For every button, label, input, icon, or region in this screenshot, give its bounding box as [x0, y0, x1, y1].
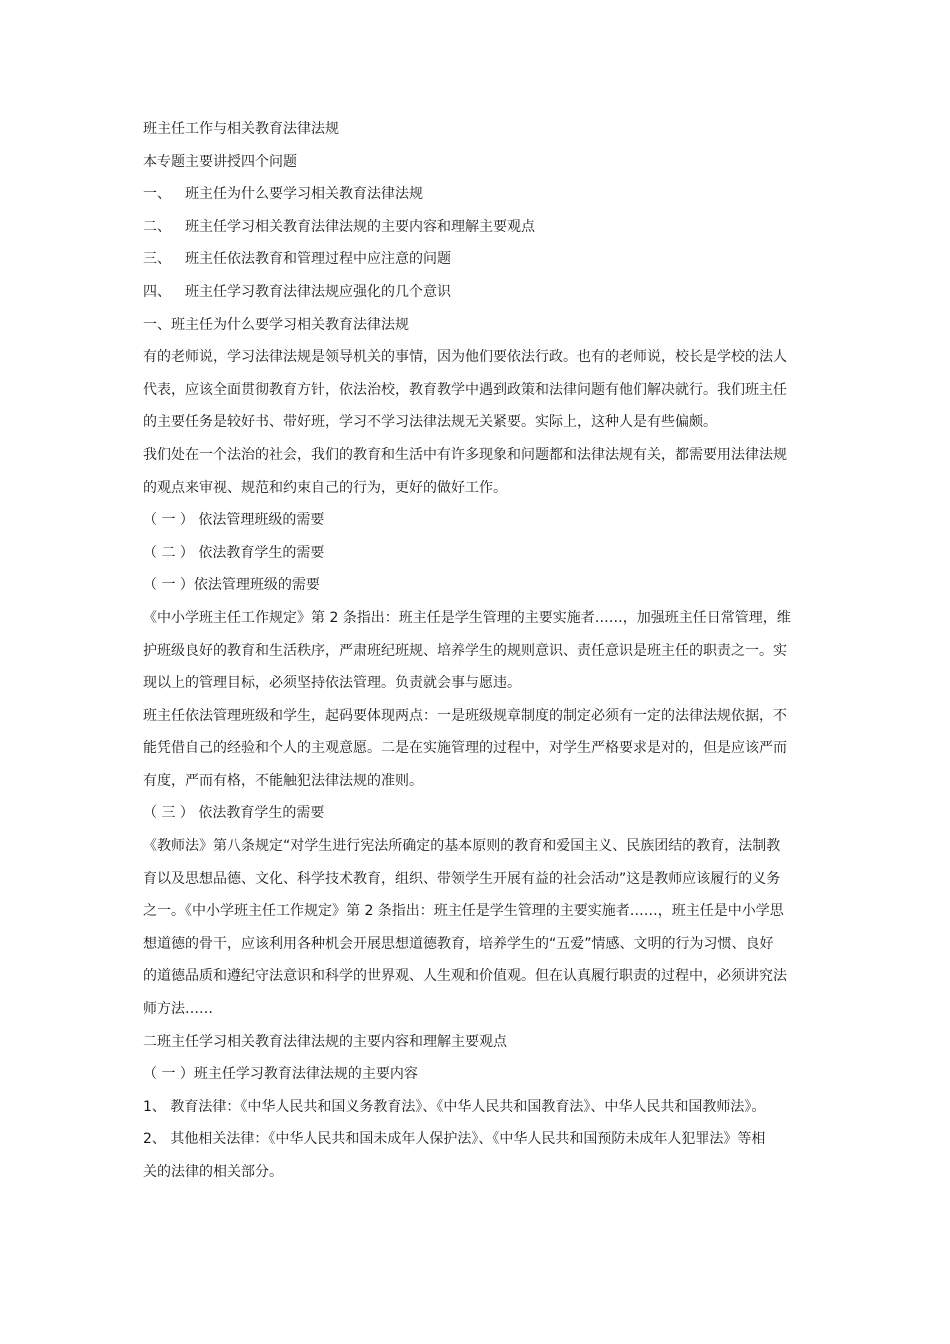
subsection-heading: （ 一 ）班主任学习教育法律法规的主要内容: [143, 1066, 418, 1083]
section-heading: 二班主任学习相关教育法律法规的主要内容和理解主要观点: [143, 1033, 507, 1050]
paragraph-line: 能凭借自己的经验和个人的主观意愿。二是在实施管理的过程中，对学生严格要求是对的，但是应该严而: [143, 740, 787, 757]
paragraph-line: 班主任依法管理班级和学生，起码要体现两点：一是班级规章制度的制定必须有一定的法律法规依据，不: [143, 707, 787, 724]
topic-number: 三、: [143, 251, 171, 268]
need-item: （ 二 ） 依法教育学生的需要: [143, 544, 325, 561]
intro-line: 本专题主要讲授四个问题: [143, 153, 297, 170]
section-heading: 一、班主任为什么要学习相关教育法律法规: [143, 316, 409, 333]
topic-text: 班主任依法教育和管理过程中应注意的问题: [185, 251, 451, 268]
paragraph-line: 之一。《中小学班主任工作规定》第 2 条指出：班主任是学生管理的主要实施者……，班主任是中小学思: [143, 903, 784, 920]
topic-number: 四、: [143, 283, 171, 300]
topic-item: [143, 211, 811, 244]
topic-number: 一、: [143, 186, 171, 203]
topic-text: 班主任为什么要学习相关教育法律法规: [185, 186, 423, 203]
topic-item: [143, 178, 811, 211]
paragraph-line: 的道德品质和遵纪守法意识和科学的世界观、人生观和价值观。但在认真履行职责的过程中，必须讲究法: [143, 968, 787, 985]
law-item: 1、 教育法律：《中华人民共和国义务教育法》、《中华人民共和国教育法》、中华人民共和国教师法》。: [143, 1098, 766, 1115]
document-page: [143, 113, 811, 1189]
document-title: 班主任工作与相关教育法律法规: [143, 121, 339, 137]
paragraph-line: 有的老师说，学习法律法规是领导机关的事情，因为他们要依法行政。也有的老师说，校长是学校的法人: [143, 349, 787, 366]
paragraph-line: 师方法……: [143, 1001, 213, 1018]
paragraph-line: 《中小学班主任工作规定》第 2 条指出：班主任是学生管理的主要实施者……，加强班主任日常管理，维: [143, 609, 791, 626]
paragraph-line: 护班级良好的教育和生活秩序，严肃班纪班规、培养学生的规则意识、责任意识是班主任的职责之一。实: [143, 642, 787, 659]
need-item: （ 一 ） 依法管理班级的需要: [143, 512, 325, 529]
topic-text: 班主任学习相关教育法律法规的主要内容和理解主要观点: [185, 218, 535, 235]
paragraph-line: 《教师法》第八条规定“对学生进行宪法所确定的基本原则的教育和爱国主义、民族团结的教育，法制教: [143, 838, 781, 855]
topic-item: [143, 276, 811, 309]
subsection-heading: （ 一 ）依法管理班级的需要: [143, 577, 320, 594]
paragraph-line: 育以及思想品德、文化、科学技术教育，组织、带领学生开展有益的社会活动”这是教师应该履行的义务: [143, 870, 781, 887]
law-item-continued: 关的法律的相关部分。: [143, 1164, 283, 1180]
paragraph-line: 想道德的骨干，应该利用各种机会开展思想道德教育，培养学生的“五爱”情感、文明的行为习惯、良好: [143, 935, 774, 952]
paragraph-line: 有度，严而有格，不能触犯法律法规的准则。: [143, 772, 423, 789]
paragraph-line: 的主要任务是较好书、带好班，学习不学习法律法规无关紧要。实际上，这种人是有些偏颇。: [143, 414, 717, 431]
topic-item: [143, 243, 811, 276]
paragraph-line: 现以上的管理目标，必须坚持依法管理。负责就会事与愿违。: [143, 675, 521, 692]
topic-text: 班主任学习教育法律法规应强化的几个意识: [185, 283, 451, 300]
paragraph-line: 我们处在一个法治的社会，我们的教育和生活中有许多现象和问题都和法律法规有关，都需要用法律法规: [143, 446, 787, 463]
topic-number: 二、: [143, 218, 171, 235]
paragraph-line: 的观点来审视、规范和约束自己的行为，更好的做好工作。: [143, 479, 507, 496]
paragraph-line: 代表，应该全面贯彻教育方针，依法治校，教育教学中遇到政策和法律问题有他们解决就行。我们班主任: [143, 381, 787, 398]
subsection-heading: （ 三 ） 依法教育学生的需要: [143, 805, 325, 822]
law-item: 2、 其他相关法律：《中华人民共和国未成年人保护法》、《中华人民共和国预防未成年人犯罪法》等相: [143, 1131, 766, 1148]
